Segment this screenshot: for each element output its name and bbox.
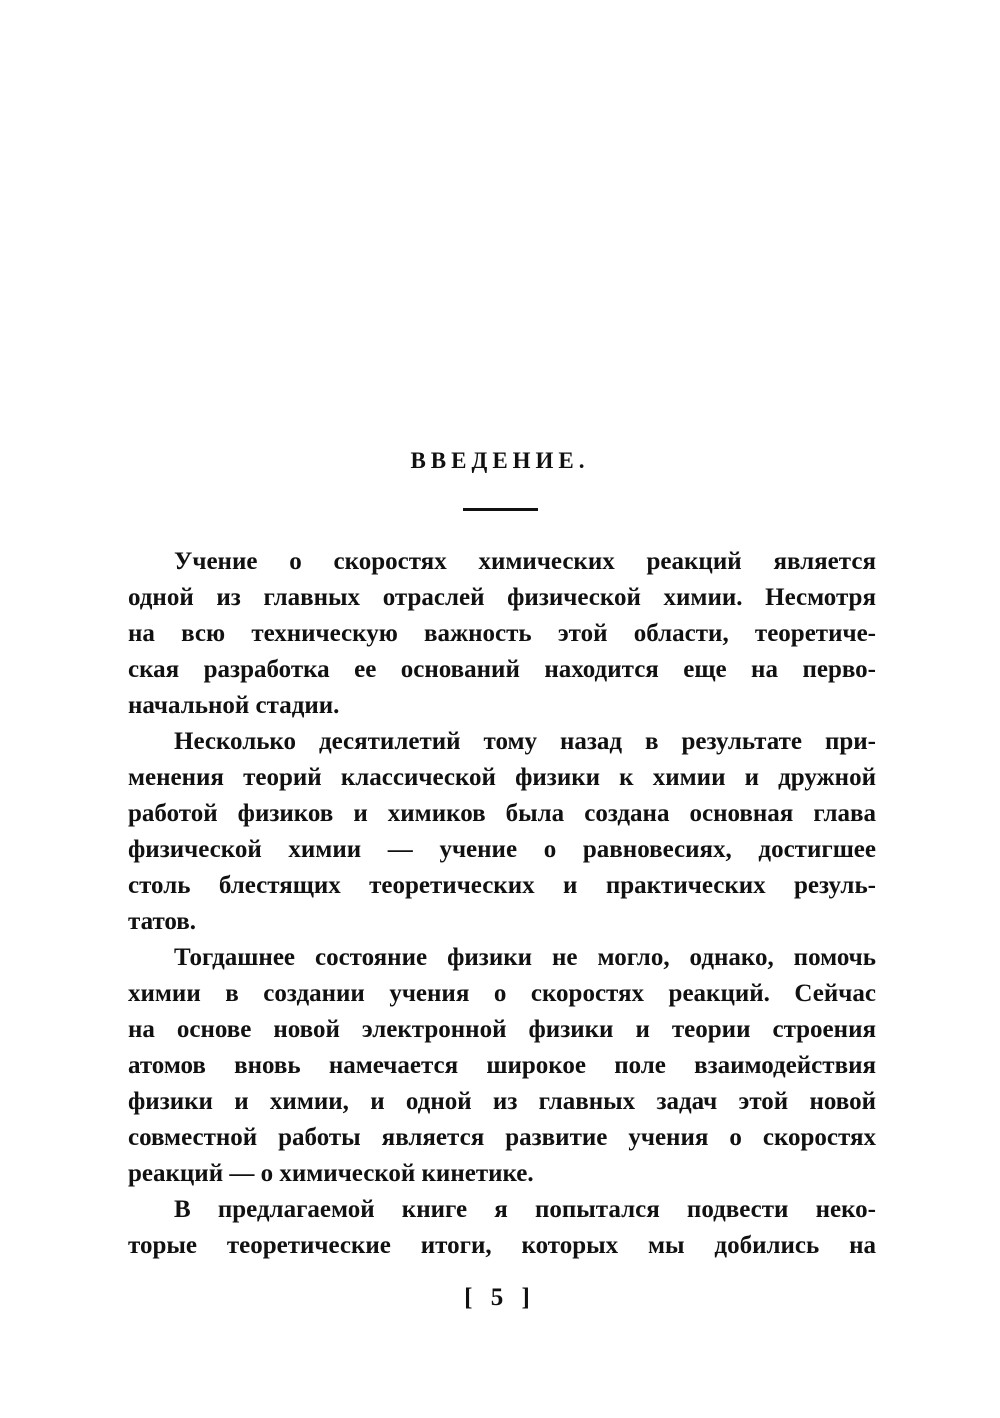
text-line: татов. [128, 908, 197, 935]
page-number: [ 5 ] [464, 1284, 536, 1311]
text-line: Учение о скоростях химических реакций является [174, 548, 876, 575]
text-line: химии в создании учения о скоростях реакций. Сейчас [128, 980, 876, 1007]
text-line: торые теоретические итоги, которых мы добились на [128, 1232, 876, 1259]
text-line: физической химии — учение о равновесиях, достигшее [128, 836, 876, 863]
section-heading: ВВЕДЕНИЕ. [410, 448, 590, 473]
text-line: начальной стадии. [128, 692, 340, 719]
text-line: В предлагаемой книге я попытался подвести неко- [174, 1196, 876, 1223]
text-line: совместной работы является развитие учения о скоростях [128, 1124, 876, 1151]
text-line: на всю техническую важность этой области, теоретиче- [128, 620, 876, 647]
text-line: реакций — о химической кинетике. [128, 1160, 534, 1187]
text-line: ская разработка ее оснований находится еще на перво- [128, 656, 876, 683]
heading-divider [463, 508, 538, 511]
text-line: на основе новой электронной физики и теории строения [128, 1016, 876, 1043]
text-line: работой физиков и химиков была создана основная глава [128, 800, 876, 827]
body-text [128, 544, 876, 1264]
text-line: Несколько десятилетий тому назад в результате при- [174, 728, 876, 755]
text-line: одной из главных отраслей физической химии. Несмотря [128, 584, 876, 611]
text-line: Тогдашнее состояние физики не могло, однако, помочь [174, 944, 876, 971]
text-line: атомов вновь намечается широкое поле взаимодействия [128, 1052, 876, 1079]
text-line: физики и химии, и одной из главных задач этой новой [128, 1088, 876, 1115]
text-line: столь блестящих теоретических и практических резуль- [128, 872, 876, 899]
text-line: менения теорий классической физики к химии и дружной [128, 764, 876, 791]
